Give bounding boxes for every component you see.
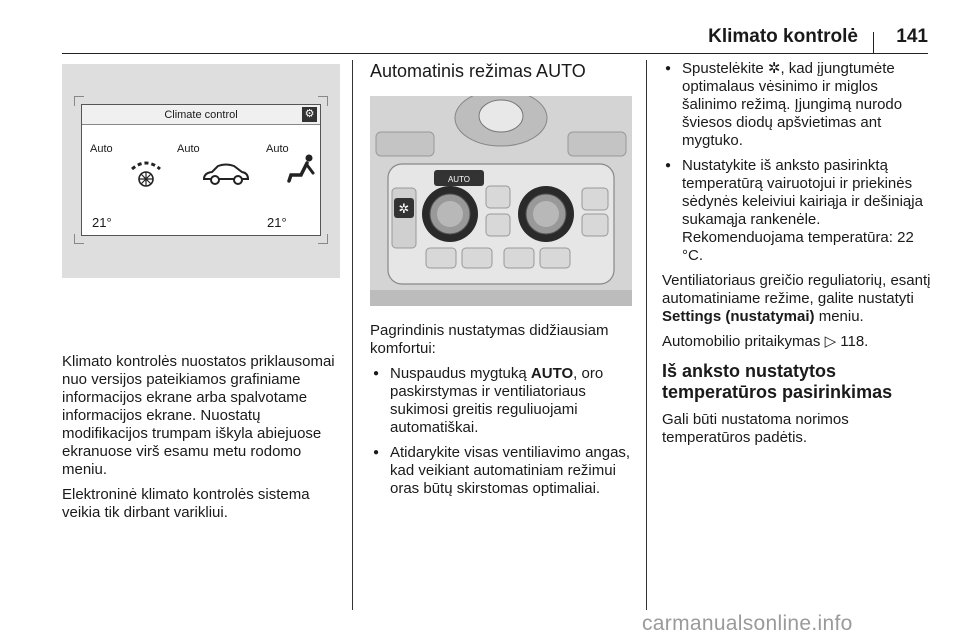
auto-bullet-list [370, 365, 632, 498]
bullet-press-auto [370, 365, 632, 437]
paragraph-vehicle-personalization [662, 333, 932, 351]
auto-label-fan: Auto [90, 143, 113, 155]
column-middle [370, 60, 632, 90]
bullet-text: Nuspaudus mygtuką [390, 365, 531, 382]
auto-label-air: Auto [177, 143, 200, 155]
header-divider [873, 32, 875, 54]
settings-keyword: Settings (nustatymai) [662, 308, 815, 325]
paragraph-intro: Pagrindinis nustatymas didžiausiam komfortui: [370, 322, 609, 357]
snowflake-icon: ✲ [767, 60, 781, 77]
auto-label-seat: Auto [266, 143, 289, 155]
temp-left: 21° [92, 215, 112, 230]
auto-keyword: AUTO [530, 365, 574, 382]
column-divider-2 [646, 60, 647, 610]
paragraph-fan-speed [662, 272, 932, 326]
climate-display [81, 104, 321, 236]
paragraph-text: meniu. [814, 308, 864, 325]
page-reference[interactable]: 118. [840, 333, 869, 350]
bullet-text: , kad įjungtumėte optimalaus vėsinimo ir miglos šalinimo režimą. Įjungimą nurodo šviesos diodų apšvietimas ant mygtuko. [682, 60, 903, 149]
watermark: carmanualsonline.info [642, 612, 853, 635]
header-title: Klimato kontrolė [708, 26, 858, 47]
panel-auto-label: AUTO [447, 175, 471, 184]
climate-screen-figure [62, 64, 340, 278]
car-air-distribution-icon [200, 161, 252, 187]
paragraph-engine-running: Elektroninė klimato kontrolės sistema veikia tik dirbant varikliui. [62, 486, 310, 521]
temp-right: 21° [267, 215, 287, 230]
subhead-preset-temperature: Iš anksto nustatytos temperatūros pasirinkimas [662, 361, 893, 402]
control-panel-illustration [370, 96, 632, 306]
gear-icon: ⚙ [302, 107, 317, 122]
bullet-text: Spustelėkite [682, 60, 768, 77]
seat-occupant-icon [287, 153, 317, 187]
paragraph-text: Automobilio pritaikymas [662, 333, 825, 350]
snowflake-icon: ✲ [398, 202, 410, 217]
paragraph-preset-temperature: Gali būti nustatoma norimos temperatūros padėtis. [662, 411, 849, 446]
column-middle-text [370, 322, 632, 505]
page-header [62, 22, 928, 54]
column-divider-1 [352, 60, 353, 610]
left-text [62, 353, 342, 529]
screen-title: Climate control [82, 105, 320, 125]
column-right [662, 60, 932, 454]
paragraph-text: Ventiliatoriaus greičio reguliatorių, esantį automatiniame režime, galite nustatyti [662, 272, 931, 307]
bullet-set-temperature: ● Nustatykite iš anksto pasirinktą temperatūrą vairuotojui ir priekinės sėdynės keleiviui kairiąja ir dešiniąja sukamąja rankenėle. Rekomenduojama temperatūra: 22 °C. [662, 157, 932, 265]
triangle-ref-icon: ▷ [824, 333, 841, 350]
right-bullet-list [662, 60, 932, 265]
bullet-text: , oro paskirstymas ir ventiliatoriaus sukimosi greitis reguliuojami automatiškai. [390, 365, 604, 436]
fan-icon [126, 155, 166, 191]
control-panel-figure [370, 96, 632, 306]
bullet-defrost [662, 60, 932, 150]
section-title-auto: Automatinis režimas AUTO [370, 61, 586, 81]
page-number: 141 [896, 26, 928, 47]
paragraph-display-info: Klimato kontrolės nuostatos priklausomai nuo versijos pateikiamos grafiniame informacijos ekrane arba spalvotame informacijos ekrane. Nuostatų modifikacijos trumpam iškyla abiejuose ekranuose virš esamu metu rodomo meniu. [62, 353, 335, 478]
bullet-open-vents: ● Atidarykite visas ventiliavimo angas, kad veikiant automatiniam režimui oras būtų skirstomas optimaliai. [370, 444, 632, 498]
